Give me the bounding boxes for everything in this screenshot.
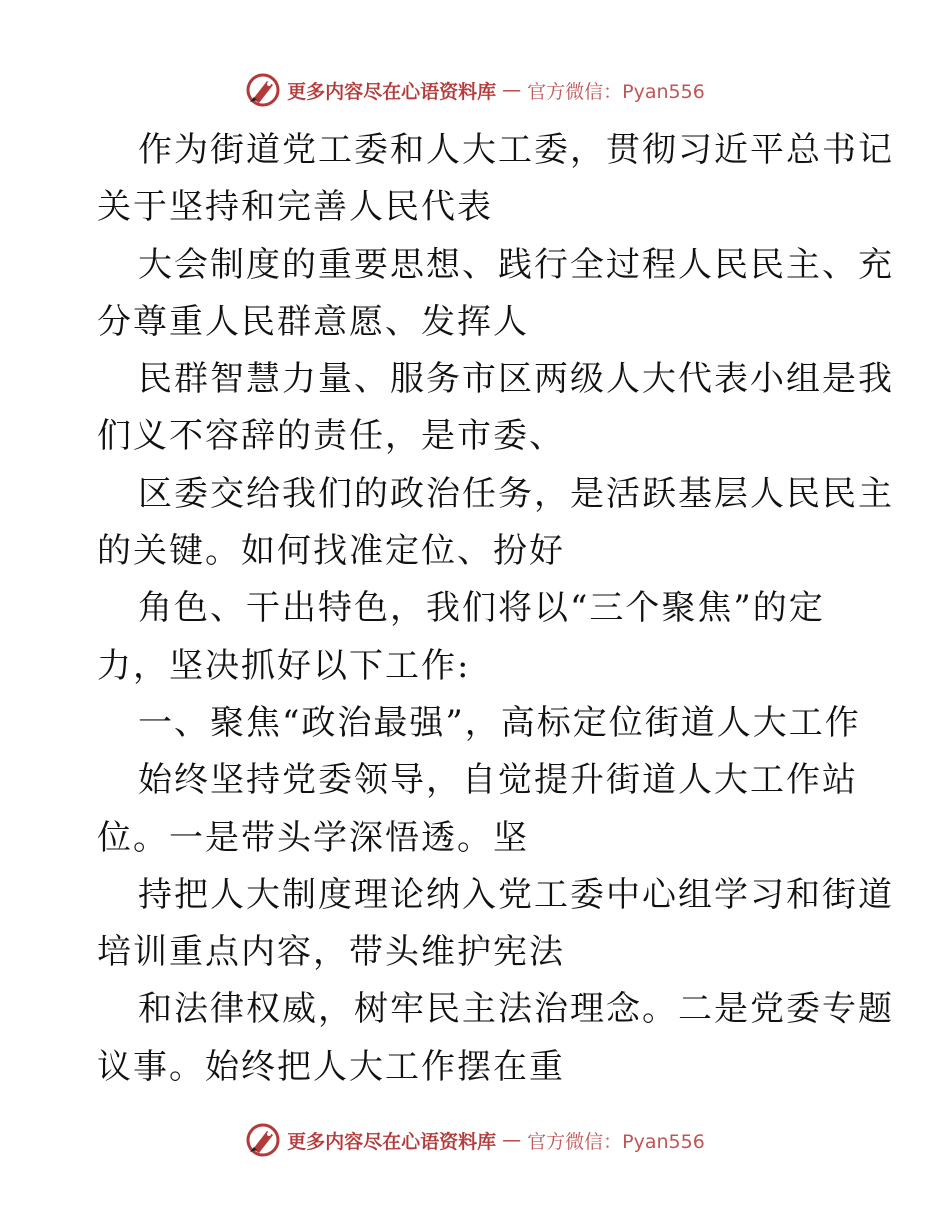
- text-line: 区委交给我们的政治任务，是活跃基层人民民主: [138, 473, 894, 514]
- text-line: 力，坚决抓好以下工作:: [97, 645, 471, 686]
- section-heading: 一、聚焦“政治最强”，高标定位街道人大工作: [138, 702, 861, 743]
- banner-separator: —: [502, 1129, 522, 1151]
- text-line: 议事。始终把人大工作摆在重: [97, 1046, 565, 1087]
- text-line: 作为街道党工委和人大工委，贯彻习近平总书记: [138, 130, 894, 170]
- header-banner-inner: [245, 73, 705, 107]
- text-line: 角色、干出特色，我们将以“三个聚焦”的定: [138, 588, 825, 629]
- banner-text: 更多内容尽在心语资料库: [287, 1130, 497, 1153]
- footer-banner-inner: [245, 1123, 705, 1157]
- pen-nib-logo-icon: [245, 1123, 281, 1157]
- banner-separator: —: [502, 79, 522, 101]
- banner-wechat: 官方微信：Pyan556: [527, 1130, 705, 1153]
- text-line: 关于坚持和完善人民代表: [97, 187, 493, 228]
- header-banner: [0, 70, 950, 110]
- text-line: 位。一是带头学深悟透。坚: [97, 817, 529, 858]
- footer-banner: [0, 1120, 950, 1160]
- text-line: 民群智慧力量、服务市区两级人大代表小组是我: [138, 359, 894, 400]
- document-body: [97, 122, 894, 1096]
- text-line: 始终坚持党委领导，自觉提升街道人大工作站: [138, 760, 858, 801]
- text-line: 持把人大制度理论纳入党工委中心组学习和街道: [138, 874, 894, 915]
- pen-nib-logo-icon: [245, 73, 281, 107]
- text-line: 和法律权威，树牢民主法治理念。二是党委专题: [138, 989, 894, 1030]
- text-line: 们义不容辞的责任，是市委、: [97, 416, 565, 457]
- text-line: 的关键。如何找准定位、扮好: [97, 531, 565, 572]
- banner-text: 更多内容尽在心语资料库: [287, 80, 497, 103]
- text-line: 大会制度的重要思想、践行全过程人民民主、充: [138, 244, 894, 285]
- text-line: 培训重点内容，带头维护宪法: [97, 932, 565, 973]
- banner-wechat: 官方微信：Pyan556: [527, 80, 705, 103]
- text-line: 分尊重人民群意愿、发挥人: [97, 301, 529, 342]
